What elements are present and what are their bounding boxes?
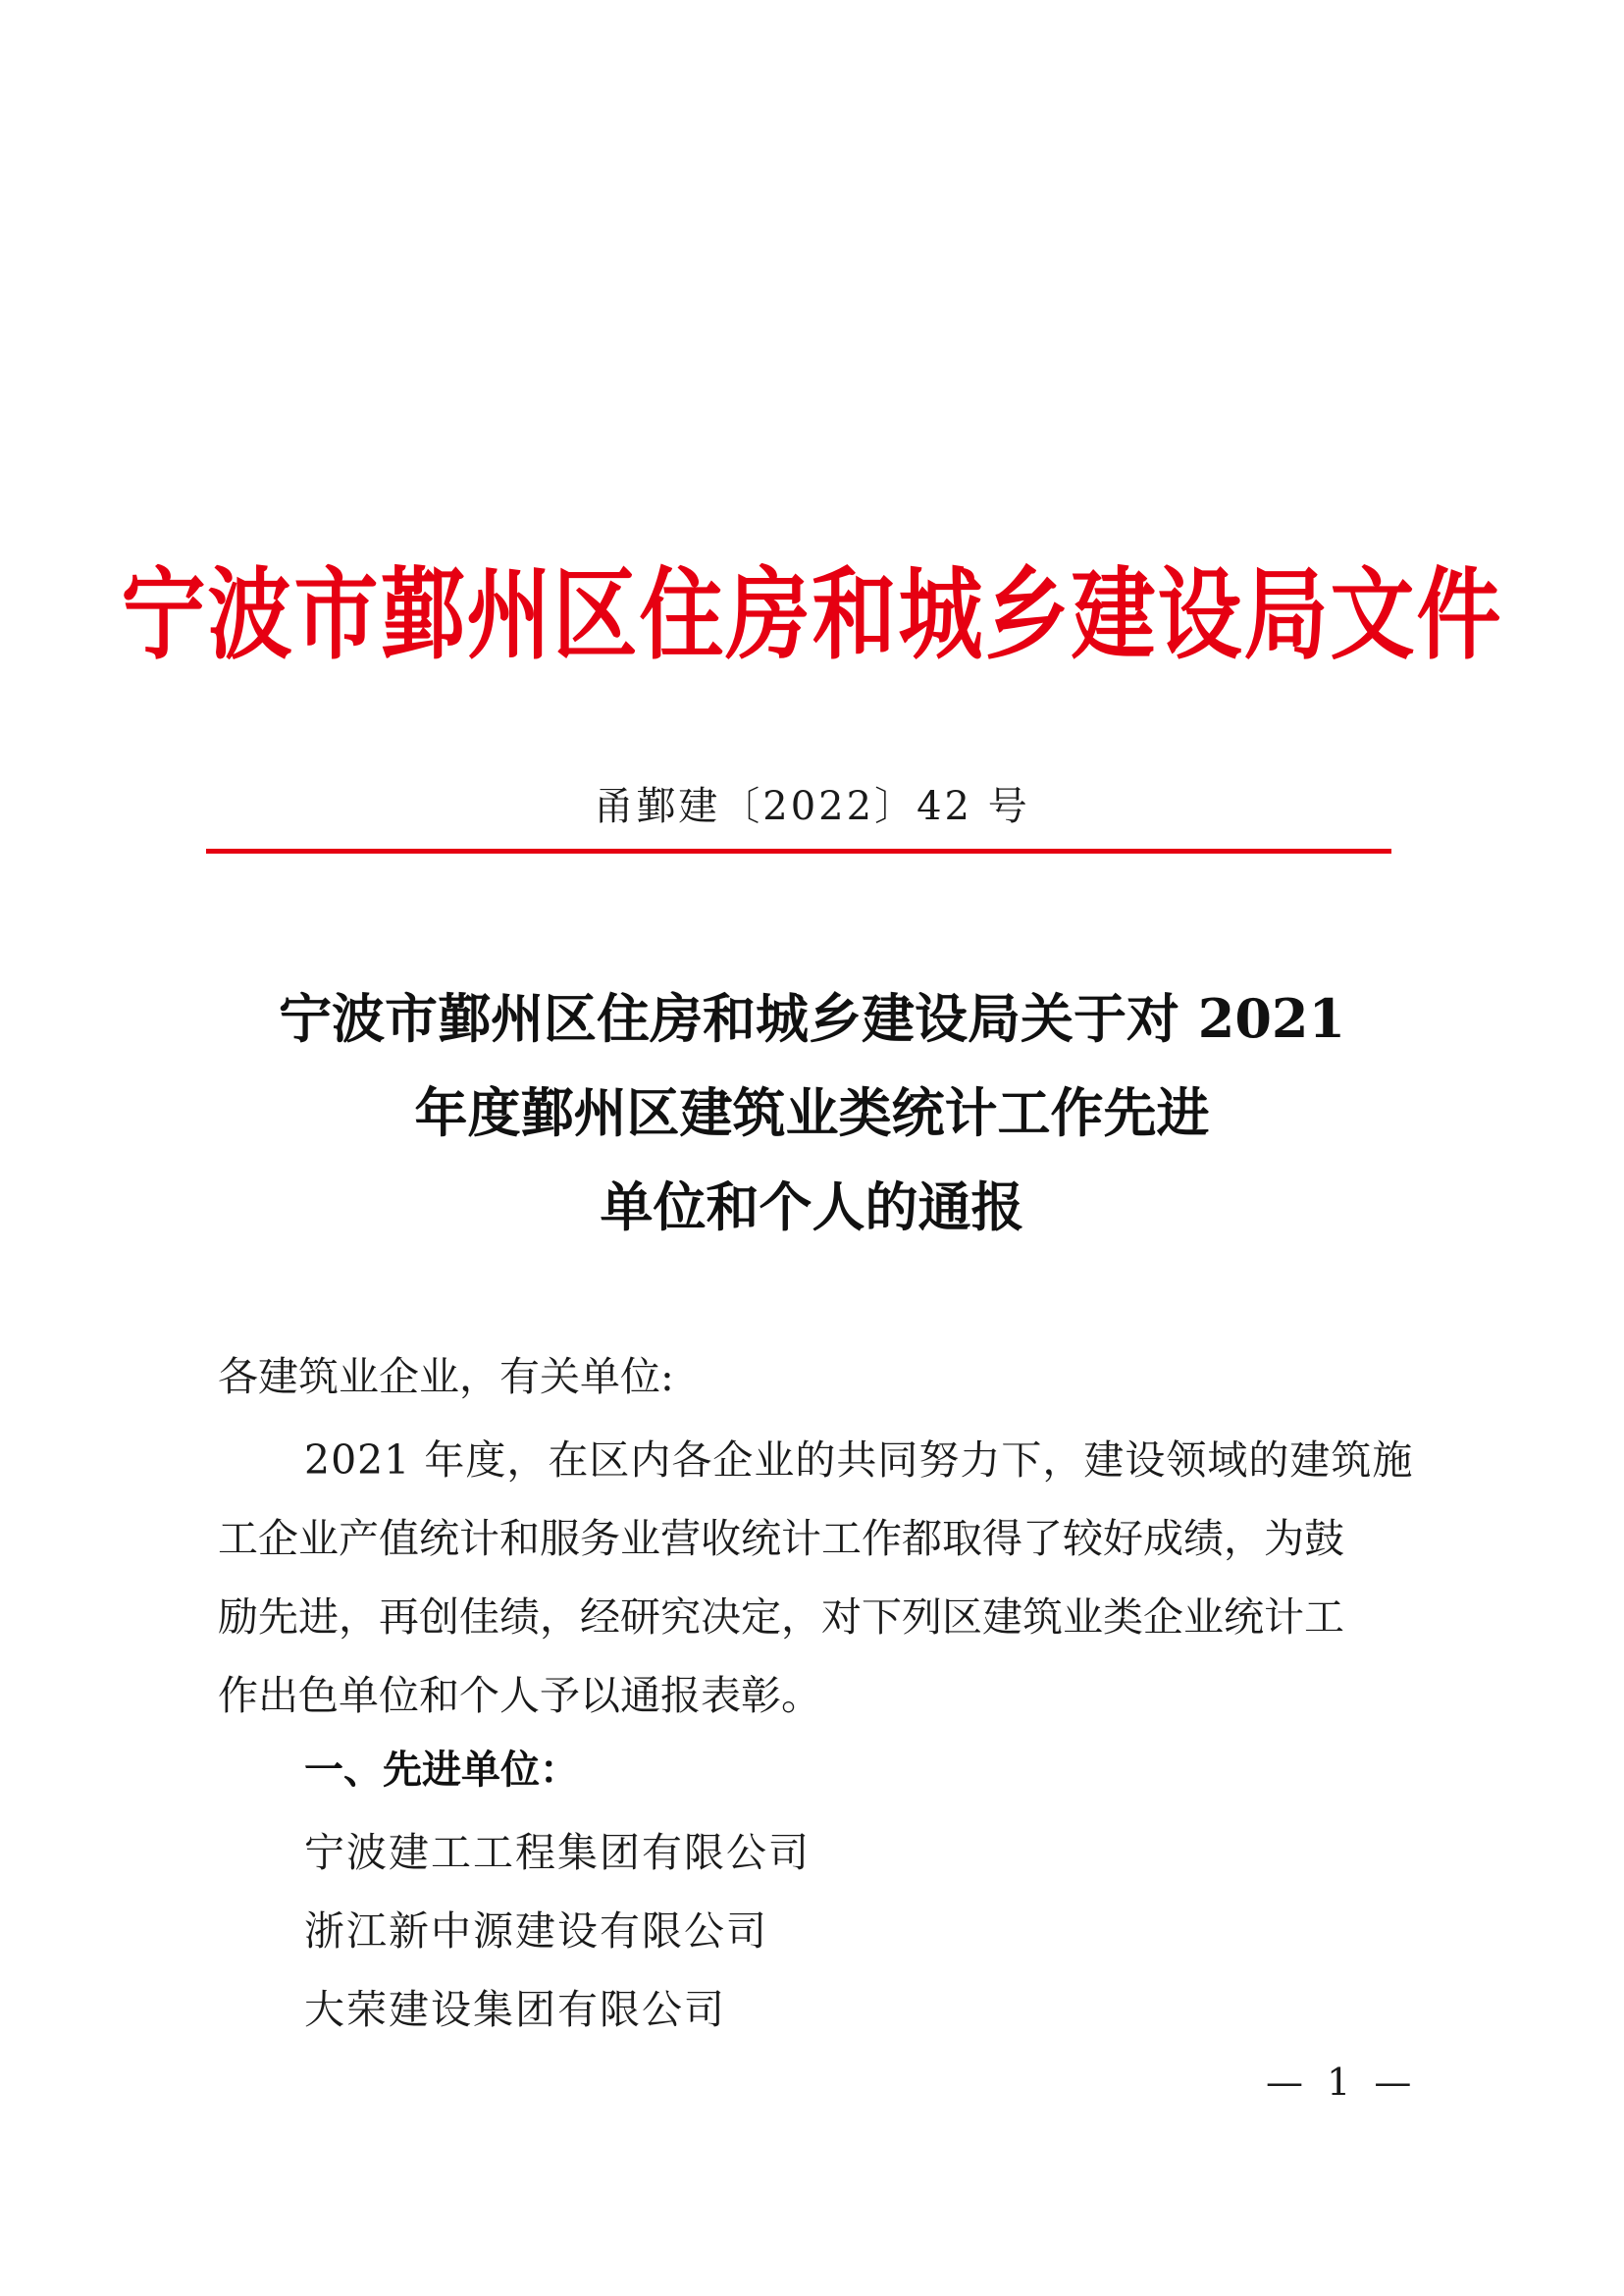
paragraph-line-4: 作出色单位和个人予以通报表彰。: [218, 1672, 821, 1719]
body-paragraph: [218, 1421, 1435, 1735]
notice-title-line-3: 单位和个人的通报: [600, 1175, 1024, 1238]
unit-list-item: 浙江新中源建设有限公司: [304, 1907, 768, 1955]
document-masthead: 宁波市鄞州区住房和城乡建设局文件: [121, 557, 1503, 674]
red-divider-line: [206, 849, 1391, 854]
paragraph-line-1: 2021 年度，在区内各企业的共同努力下，建设领域的建筑施: [304, 1436, 1414, 1484]
salutation: 各建筑业企业，有关单位:: [218, 1353, 674, 1400]
section-heading-advanced-units: 一、先进单位：: [304, 1748, 579, 1793]
document-number: 甬鄞建〔2022〕42 号: [594, 784, 1030, 829]
unit-list-item: 宁波建工工程集团有限公司: [304, 1829, 811, 1876]
page-number: — 1 —: [1266, 2061, 1418, 2104]
advanced-unit-list: [304, 1813, 811, 2049]
notice-title-line-2: 年度鄞州区建筑业类统计工作先进: [414, 1081, 1210, 1144]
unit-list-item: 大荣建设集团有限公司: [304, 1986, 726, 2033]
paragraph-line-3: 励先进，再创佳绩，经研究决定，对下列区建筑业类企业统计工: [218, 1593, 1344, 1641]
notice-title-line-1: 宁波市鄞州区住房和城乡建设局关于对 2021: [278, 987, 1346, 1050]
paragraph-line-2: 工企业产值统计和服务业营收统计工作都取得了较好成绩，为鼓: [218, 1515, 1344, 1562]
notice-title: [0, 971, 1624, 1254]
